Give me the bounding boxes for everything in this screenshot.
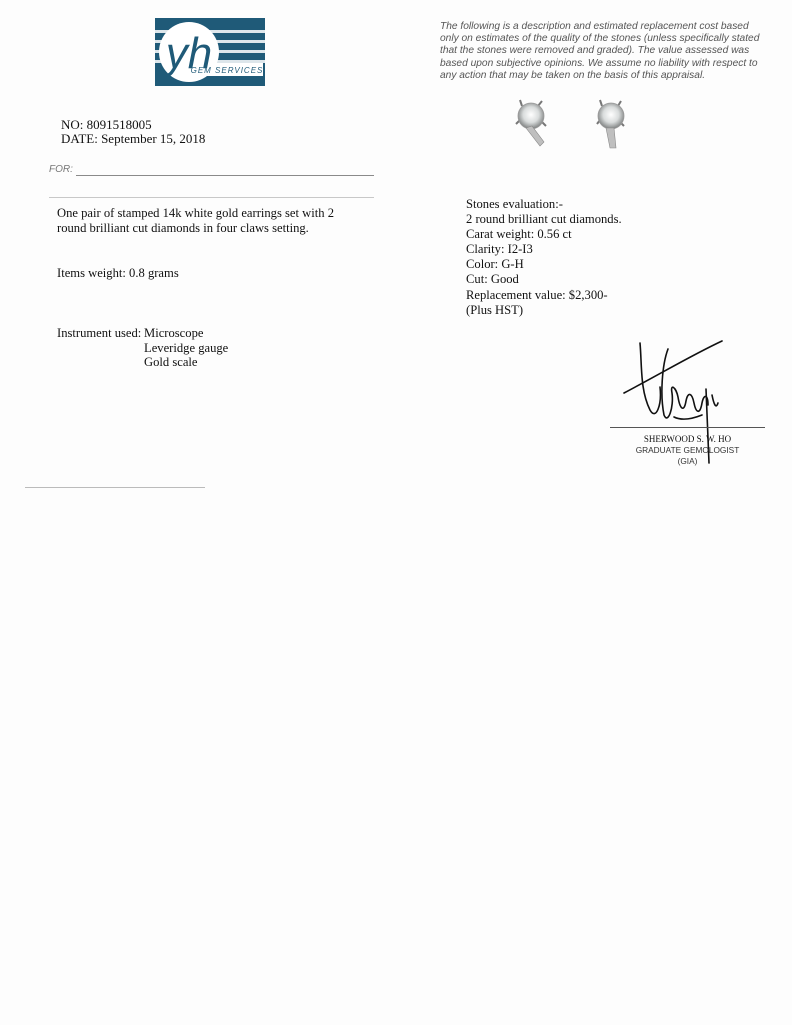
instrument-list bbox=[57, 326, 228, 370]
diamond-earring-icon bbox=[597, 100, 624, 148]
signer-name: SHERWOOD S. W. HO bbox=[643, 434, 732, 444]
for-underline bbox=[76, 175, 374, 176]
record-number: NO: 8091518005 bbox=[61, 117, 152, 132]
stones-line: Replacement value: $2,300- bbox=[466, 287, 608, 302]
instrument-item: Microscope bbox=[144, 326, 204, 340]
record-date: DATE: September 15, 2018 bbox=[61, 131, 206, 146]
stones-line: Clarity: I2-I3 bbox=[466, 242, 533, 257]
instrument-label: Instrument used: bbox=[57, 326, 142, 340]
stones-line: Carat weight: 0.56 ct bbox=[466, 227, 572, 242]
instrument-item: Gold scale bbox=[144, 355, 198, 370]
bottom-divider bbox=[25, 487, 205, 488]
signer-title: GRADUATE GEMOLOGIST bbox=[635, 445, 740, 455]
company-logo bbox=[155, 18, 265, 86]
signer-credential: (GIA) bbox=[677, 456, 698, 466]
stones-line: Color: G-H bbox=[466, 257, 524, 272]
diamond-earring-icon bbox=[516, 100, 546, 146]
item-description: One pair of stamped 14k white gold earrings set with 2 round brilliant cut diamonds in four claws setting. bbox=[57, 206, 335, 235]
instrument-item: Leveridge gauge bbox=[144, 340, 229, 355]
divider bbox=[49, 197, 374, 198]
item-weight: Items weight: 0.8 grams bbox=[57, 266, 179, 280]
logo-tagline: GEM SERVICES bbox=[190, 66, 264, 75]
stones-line: Cut: Good bbox=[466, 272, 519, 287]
earring-photos bbox=[500, 98, 660, 160]
stones-line: 2 round brilliant cut diamonds. bbox=[466, 212, 622, 227]
stones-evaluation bbox=[466, 197, 622, 318]
stones-heading: Stones evaluation:- bbox=[466, 197, 563, 211]
disclaimer-text: The following is a description and estimated replacement cost based only on estimates of the quality of the stones (unless specifically stated that the stones were removed and graded). The value assessed was based upon subjective opinions. We assume no liability with respect to any action that may be taken on the basis of this appraisal. bbox=[440, 21, 760, 81]
for-label: FOR: bbox=[49, 164, 73, 175]
for-field bbox=[49, 164, 374, 178]
signature-line bbox=[610, 427, 765, 428]
signer-block bbox=[610, 434, 765, 467]
stones-line: (Plus HST) bbox=[466, 302, 524, 317]
logo-letters: yh bbox=[165, 29, 213, 78]
